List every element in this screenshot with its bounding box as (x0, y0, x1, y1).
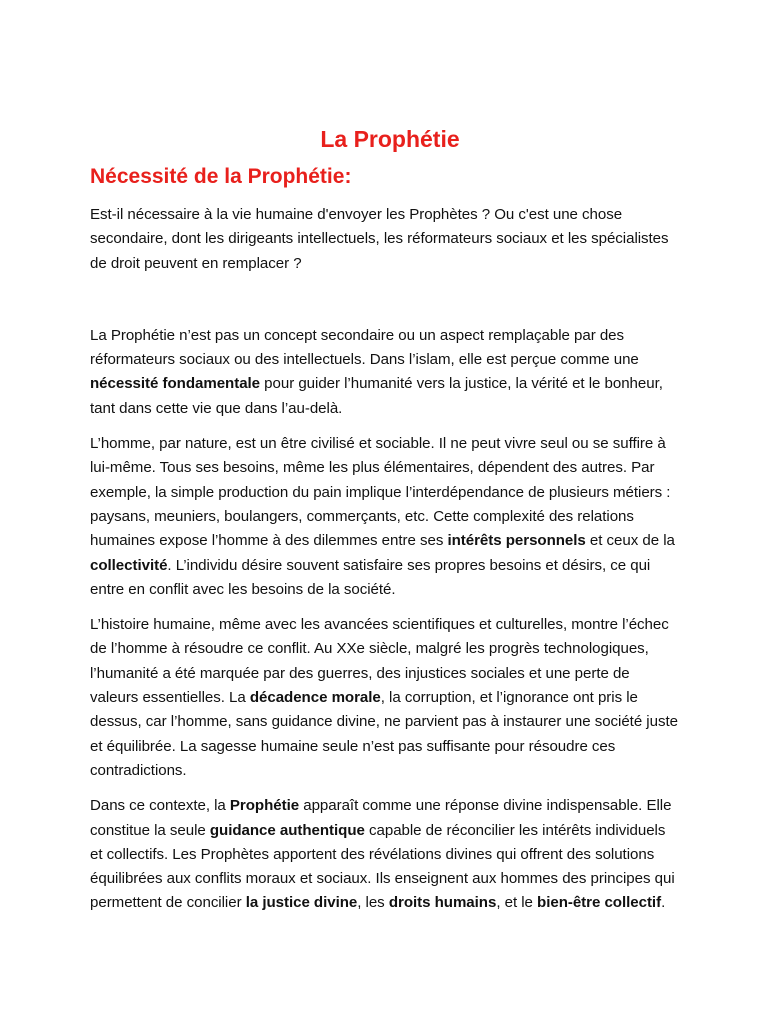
text-run: capable de réconcilier les intérêts individuels et collectifs. Les Prophètes apportent des révélations divines qui offrent des solutions équilibrées aux conflits moraux et sociaux. Ils enseignent aux hommes des principes qui permettent de concilier (90, 821, 675, 912)
text-run: L’histoire humaine, même avec les avancées scientifiques et culturelles, montre l’échec de l’homme à résoudre ce conflit. Au XXe siècle, malgré les progrès technologiques, l’humanité a été marquée par des guerres, des injustices sociales et une perte de valeurs essentielles. La (90, 616, 669, 707)
text-run: L’homme, par nature, est un être civilisé et sociable. Il ne peut vivre seul ou se suffire à lui-même. Tous ses besoins, même les plus élémentaires, dépendent des autres. Par exemple, la simple production du pain implique l’interdépendance de plusieurs métiers : paysans, meuniers, boulangers, commerçants, etc. Cette complexité des relations humaines expose l’homme à des dilemmes entre ses (90, 435, 671, 550)
document-title: La Prophétie (320, 126, 460, 152)
bold-term: décadence morale (249, 689, 381, 707)
paragraph-2 (90, 432, 680, 602)
bold-term: intérêts personnels (447, 532, 586, 550)
bold-term: guidance authentique (209, 821, 365, 839)
text-run: pour guider l’humanité vers la justice, la vérité et le bonheur, tant dans cette vie que dans l’au-delà. (90, 375, 663, 417)
text-run: et ceux de la (585, 532, 675, 550)
bold-term: droits humains (388, 894, 497, 912)
bold-term: bien-être collectif (537, 894, 662, 912)
section-heading: Nécessité de la Prophétie: (90, 165, 352, 188)
text-run: , et le (496, 894, 538, 912)
text-run: apparaît comme une réponse divine indispensable. Elle constitue la seule (90, 797, 672, 839)
text-run: Dans ce contexte, la (90, 797, 230, 815)
intro-paragraph: Est-il nécessaire à la vie humaine d'envoyer les Prophètes ? Ou c'est une chose secondaire, dont les dirigeants intellectuels, les réformateurs sociaux et les spécialistes de droit peuvent en remplacer ? (90, 206, 669, 272)
text-run: , les (357, 894, 389, 912)
bold-term: Prophétie (229, 797, 300, 815)
bold-term: la justice divine (245, 894, 358, 912)
text-run: , la corruption, et l’ignorance ont pris le dessus, car l’homme, sans guidance divine, ne parvient pas à instaurer une société juste et équilibrée. La sagesse humaine seule n’est pas suffisante pour résoudre ces contradictions. (90, 689, 678, 779)
bold-term: nécessité fondamentale (90, 375, 261, 393)
bold-term: collectivité (90, 556, 168, 574)
paragraph-4 (90, 794, 680, 915)
text-run: La Prophétie n’est pas un concept secondaire ou un aspect remplaçable par des réformateurs sociaux ou des intellectuels. Dans l’islam, elle est perçue comme une (90, 326, 639, 369)
text-run: . L’individu désire souvent satisfaire ses propres besoins et désirs, ce qui entre en conflit avec les besoins de la société. (90, 556, 651, 598)
paragraph-1 (90, 324, 680, 421)
text-run: . (661, 894, 666, 912)
paragraph-3 (90, 613, 680, 783)
